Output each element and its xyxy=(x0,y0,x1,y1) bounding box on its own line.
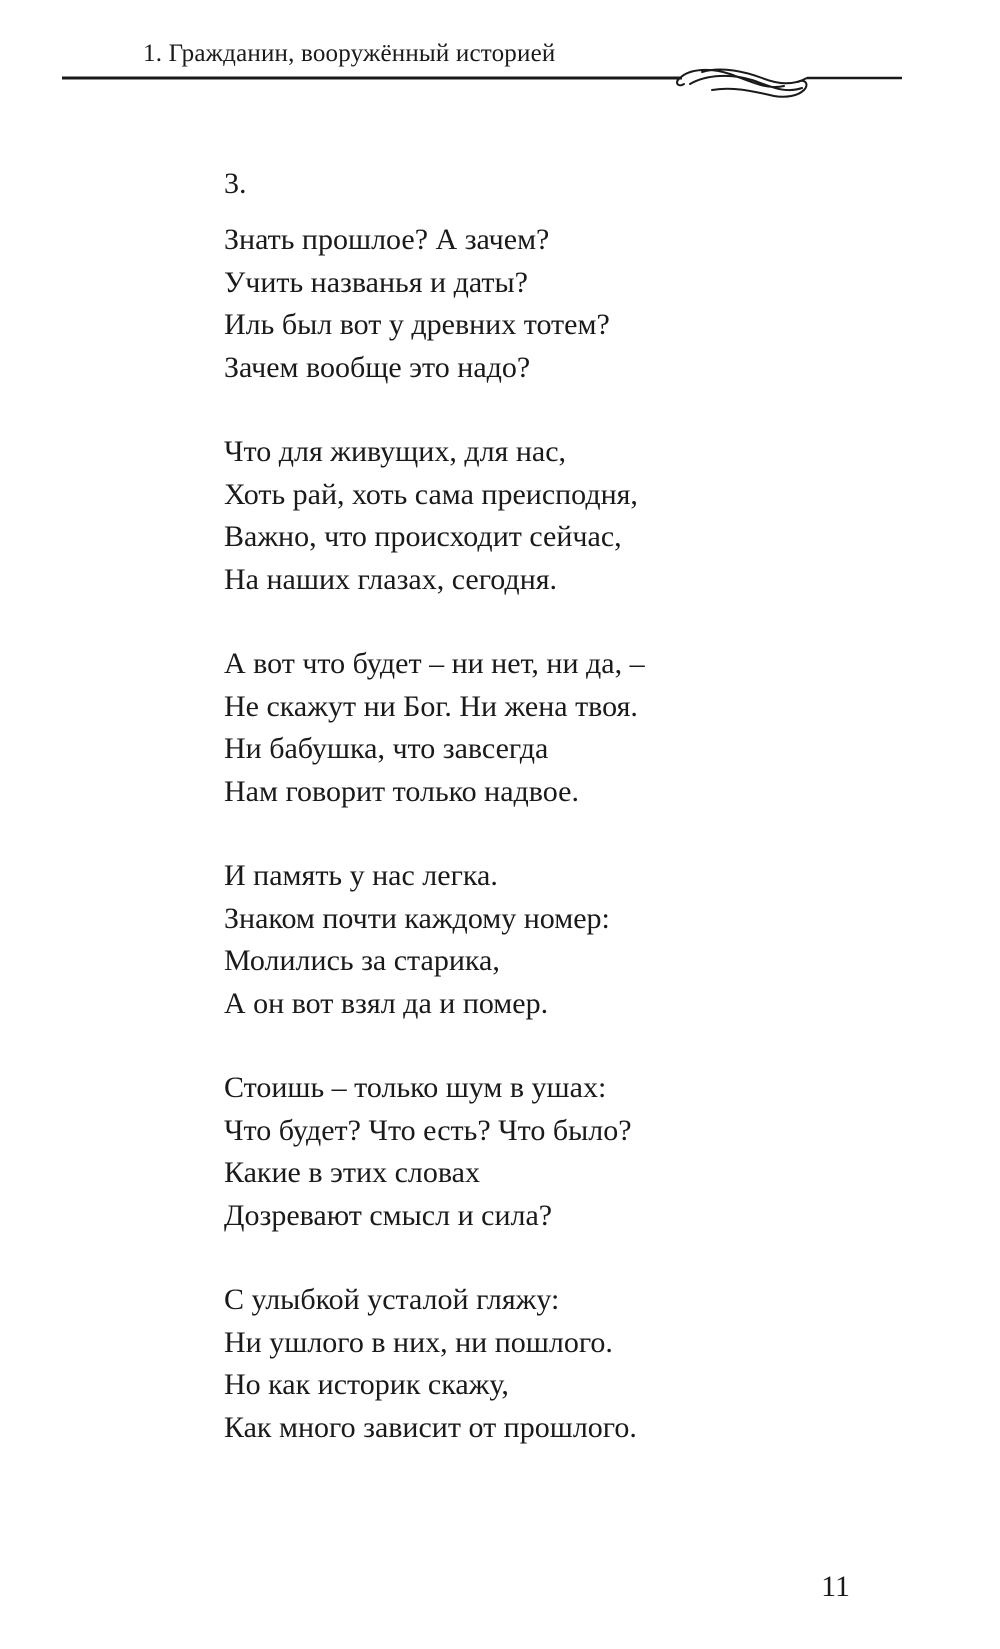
poem-line: А он вот взял да и помер. xyxy=(224,986,549,1020)
poem-line: Ни ушлого в них, ни пошлого. xyxy=(224,1325,613,1359)
poem-line: А вот что будет – ни нет, ни да, – xyxy=(224,647,645,680)
poem-line: И память у нас легка. xyxy=(224,859,498,892)
poem-line: Не скажут ни Бог. Ни жена твоя. xyxy=(224,689,638,723)
poem-line: Нам говорит только надвое. xyxy=(224,774,579,808)
stanza xyxy=(224,431,924,601)
poem-line: С улыбкой усталой гляжу: xyxy=(224,1283,560,1316)
stanza xyxy=(224,1279,924,1449)
poem-line: Какие в этих словах xyxy=(224,1156,480,1189)
poem-line: Дозревают смысл и сила? xyxy=(224,1198,553,1232)
stanza xyxy=(224,219,924,389)
page-number: 11 xyxy=(821,1570,850,1603)
poem-line: Ни бабушка, что завсегда xyxy=(224,732,549,765)
poem-line: Зачем вообще это надо? xyxy=(224,350,531,384)
poem-number: 3. xyxy=(224,167,247,200)
poem-line: Молились за старика, xyxy=(224,944,500,977)
poem-line: Иль был вот у древних тотем? xyxy=(224,308,610,341)
poem-line: Что для живущих, для нас, xyxy=(224,435,567,468)
poem-line: Стоишь – только шум в ушах: xyxy=(224,1071,607,1104)
running-header-title: 1. Гражданин, вооружённый историей xyxy=(143,40,556,67)
poem-line: Знать прошлое? А зачем? xyxy=(224,223,550,256)
stanza xyxy=(224,855,924,1025)
poem-line: Знаком почти каждому номер: xyxy=(224,901,610,935)
poem xyxy=(224,163,924,1449)
poem-line: Как много зависит от прошлого. xyxy=(224,1410,637,1444)
poem-line: Но как историк скажу, xyxy=(224,1368,509,1401)
poem-line: На наших глазах, сегодня. xyxy=(224,562,558,596)
stanza xyxy=(224,643,924,813)
poem-line: Что будет? Что есть? Что было? xyxy=(224,1113,632,1147)
poem-line: Учить названья и даты? xyxy=(224,265,528,299)
header-rule-ornament xyxy=(62,64,902,104)
flourish-icon xyxy=(677,70,807,97)
stanza xyxy=(224,1067,924,1237)
poem-line: Хоть рай, хоть сама преисподня, xyxy=(224,477,638,511)
poem-line: Важно, что происходит сейчас, xyxy=(224,520,622,553)
